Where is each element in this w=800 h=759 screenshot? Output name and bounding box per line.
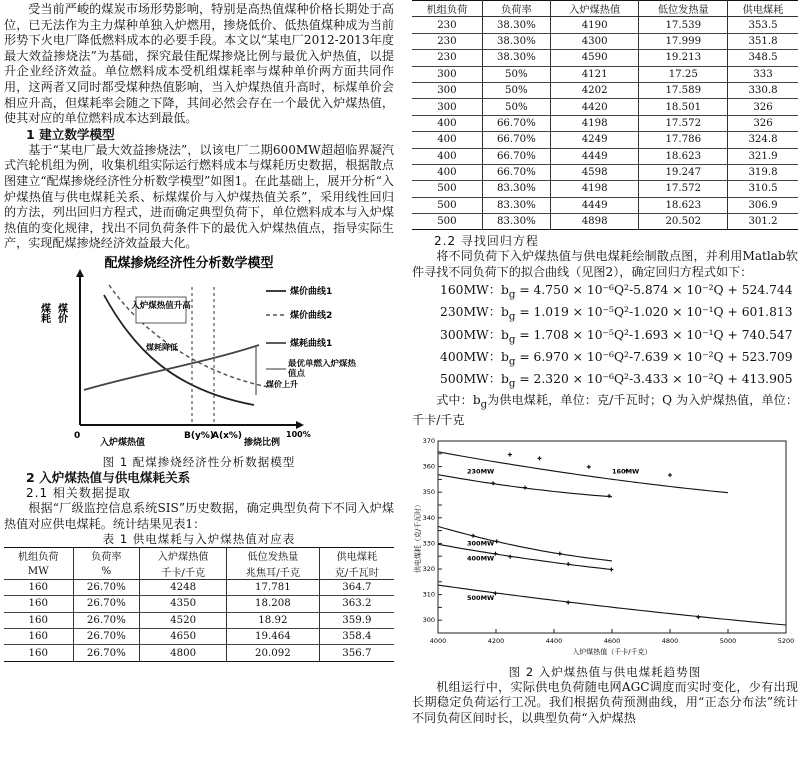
table-2-header-cell: 供电煤耗 <box>728 1 798 17</box>
table-cell: 4198 <box>550 181 639 197</box>
table-1-unit-cell: 兆焦耳/千克 <box>227 563 320 579</box>
fig1-heat-up-label: 入炉煤热值升高 <box>131 300 191 311</box>
table-cell: 356.7 <box>319 645 394 661</box>
equation-400 <box>412 348 798 370</box>
table-cell: 351.8 <box>728 33 798 49</box>
table-1 <box>4 547 394 662</box>
section-2-2-closing-paragraph: 机组运行中，实际供电负荷随电网AGC调度而实时变化，少有出现长期稳定负荷运行工况。我们根据负荷预测曲线，用“正态分布法”统计不同负荷区间时长，以典型负荷“入炉煤热 <box>412 679 798 725</box>
table-1-unit-cell: 克/千瓦时 <box>319 563 394 579</box>
fig2-y-tick-label: 320 <box>422 564 435 573</box>
table-cell: 4198 <box>550 115 639 131</box>
table-1-body <box>4 579 394 661</box>
table-cell: 319.8 <box>728 164 798 180</box>
table-2-header-cell: 低位发热量 <box>639 1 728 17</box>
table-cell: 26.70% <box>73 579 140 595</box>
equation-legend-body: 为供电煤耗，单位：克/千瓦时；Q 为入炉煤热值，单位：千卡/千克 <box>412 392 798 427</box>
equation-400-body: = 6.970 × 10⁻⁶Q²-7.639 × 10⁻²Q + 523.709 <box>515 350 793 365</box>
table-cell: 4449 <box>550 197 639 213</box>
table-1-continued <box>412 0 798 230</box>
table-cell: 230 <box>412 50 482 66</box>
table-2-body <box>412 17 798 230</box>
equation-230-label: 230MW：b <box>440 305 509 320</box>
table-cell: 358.4 <box>319 629 394 645</box>
table-cell: 4598 <box>550 164 639 180</box>
fig1-x-right-label: 掺烧比例 <box>244 437 281 448</box>
table-cell: 17.589 <box>639 82 728 98</box>
table-row <box>412 99 798 115</box>
table-cell: 17.781 <box>227 579 320 595</box>
table-cell: 160 <box>4 579 73 595</box>
table-row <box>412 115 798 131</box>
table-1-header-row <box>4 548 394 564</box>
table-cell: 160 <box>4 596 73 612</box>
table-cell: 17.572 <box>639 115 728 131</box>
figure-1-title: 配煤掺烧经济性分析数学模型 <box>104 255 274 271</box>
figure-2 <box>412 433 798 665</box>
table-1-caption: 表 1 供电煤耗与入炉煤热值对应表 <box>102 532 296 547</box>
table-cell: 306.9 <box>728 197 798 213</box>
section-2-2-heading: 2.2 寻找回归方程 <box>434 234 539 249</box>
table-cell: 230 <box>412 17 482 33</box>
equation-500-sub: g <box>508 377 516 390</box>
fig2-x-tick-label: 5000 <box>719 636 737 645</box>
left-column <box>4 0 394 662</box>
table-cell: 4520 <box>140 612 227 628</box>
equation-160 <box>412 281 798 303</box>
table-cell: 20.092 <box>227 645 320 661</box>
table-cell: 4898 <box>550 214 639 230</box>
table-cell: 66.70% <box>482 115 550 131</box>
equation-230 <box>412 303 798 325</box>
table-cell: 18.501 <box>639 99 728 115</box>
table-row <box>4 579 394 595</box>
figure-1-svg <box>4 255 394 455</box>
table-1-header-cell: 负荷率 <box>73 548 140 564</box>
fig2-y-tick-label: 370 <box>422 436 435 445</box>
table-2-header-cell: 入炉煤热值 <box>550 1 639 17</box>
section-2-2-paragraph: 将不同负荷下入炉煤热值与供电煤耗绘制散点图，并利用Matlab软件寻找不同负荷下的拟合曲线（见图2），确定回归方程式如下： <box>412 249 798 280</box>
table-row <box>4 629 394 645</box>
table-cell: 4202 <box>550 82 639 98</box>
table-cell: 4800 <box>140 645 227 661</box>
table-cell: 66.70% <box>482 148 550 164</box>
fig2-y-tick-label: 350 <box>422 487 435 496</box>
equation-legend-prefix: 式中：b <box>436 392 481 407</box>
table-cell: 4420 <box>550 99 639 115</box>
table-cell: 66.70% <box>482 132 550 148</box>
table-cell: 17.539 <box>639 17 728 33</box>
fig2-x-tick-label: 4200 <box>487 636 505 645</box>
table-row <box>4 645 394 661</box>
table-cell: 20.502 <box>639 214 728 230</box>
fig2-x-tick-label: 4600 <box>603 636 621 645</box>
fig1-legend-1: 煤价曲线1 <box>290 286 333 297</box>
table-row <box>412 33 798 49</box>
table-cell: 18.92 <box>227 612 320 628</box>
table-cell: 4248 <box>140 579 227 595</box>
fig2-series-label: 500MW <box>467 593 495 602</box>
table-cell: 230 <box>412 33 482 49</box>
section-1-heading: 1 建立数学模型 <box>26 126 115 142</box>
fig2-x-tick-label: 4400 <box>545 636 563 645</box>
table-1-header-cell: 入炉煤热值 <box>140 548 227 564</box>
table-cell: 4300 <box>550 33 639 49</box>
figure-2-chart <box>412 433 798 665</box>
table-cell: 4121 <box>550 66 639 82</box>
fig2-x-tick-label: 5200 <box>777 636 795 645</box>
table-cell: 400 <box>412 164 482 180</box>
equation-300 <box>412 326 798 348</box>
equation-500-body: = 2.320 × 10⁻⁶Q²-3.433 × 10⁻²Q + 413.905 <box>515 372 793 387</box>
table-1-unit-cell: 千卡/千克 <box>140 563 227 579</box>
table-cell: 38.30% <box>482 17 550 33</box>
section-2-heading: 2 入炉煤热值与供电煤耗关系 <box>26 469 191 485</box>
table-cell: 17.572 <box>639 181 728 197</box>
fig2-y-tick-label: 360 <box>422 462 435 471</box>
table-cell: 160 <box>4 612 73 628</box>
fig1-x-a-label: A(x%) <box>212 430 243 441</box>
table-cell: 17.25 <box>639 66 728 82</box>
table-cell: 50% <box>482 66 550 82</box>
table-cell: 500 <box>412 197 482 213</box>
table-cell: 4350 <box>140 596 227 612</box>
table-cell: 18.208 <box>227 596 320 612</box>
fig2-y-tick-label: 300 <box>422 615 435 624</box>
fig1-x-left-label: 入炉煤热值 <box>100 437 146 448</box>
section-1-paragraph: 基于“某电厂最大效益掺烧法”，以该电厂二期600MW超超临界凝汽式汽轮机组为例，收集机组实际运行燃料成本与煤耗历史数据，根据散点图建立“配煤掺烧经济性分析数学模型”如图1。在此基础上，展开分析“入炉煤热值与供电煤耗关系、标煤煤价与入炉煤热值关系”，采用线性回归的方法，列出回归方程式，进而确定典型负荷下，单位燃料成本与入炉煤热值的变化规律，找出不同负荷条件下的最优入炉煤热值点，指导实际生产，实现配煤掺烧经济效益最大化。 <box>4 142 394 251</box>
fig1-ylabel-coal: 煤耗 <box>38 302 50 323</box>
table-cell: 330.8 <box>728 82 798 98</box>
section-2-1-heading: 2.1 相关数据提取 <box>26 485 131 500</box>
equation-500 <box>412 370 798 392</box>
table-cell: 363.2 <box>319 596 394 612</box>
table-cell: 18.623 <box>639 197 728 213</box>
table-row <box>4 612 394 628</box>
table-cell: 326 <box>728 99 798 115</box>
table-cell: 301.2 <box>728 214 798 230</box>
equation-160-sub: g <box>508 288 516 301</box>
table-cell: 66.70% <box>482 164 550 180</box>
fig1-y-arrow <box>76 269 84 277</box>
fig1-coal-drop-label: 煤耗降低 <box>146 342 178 352</box>
fig2-x-tick-label: 4000 <box>429 636 447 645</box>
equation-400-label: 400MW：b <box>440 350 509 365</box>
table-row <box>412 50 798 66</box>
equation-160-label: 160MW：b <box>440 282 509 297</box>
fig2-series-label: 300MW <box>467 538 495 547</box>
table-cell: 160 <box>4 629 73 645</box>
table-cell: 326 <box>728 115 798 131</box>
table-2-header-cell: 负荷率 <box>482 1 550 17</box>
equation-legend <box>412 393 798 429</box>
table-cell: 4650 <box>140 629 227 645</box>
fig1-ylabel-price: 煤价 <box>55 302 67 323</box>
table-cell: 4590 <box>550 50 639 66</box>
fig2-series-label: 160MW <box>612 466 640 475</box>
table-row <box>412 197 798 213</box>
table-cell: 17.786 <box>639 132 728 148</box>
table-row <box>412 66 798 82</box>
fig1-legend-2: 煤价曲线2 <box>290 310 333 321</box>
table-cell: 26.70% <box>73 596 140 612</box>
fig2-y-tick-label: 310 <box>422 590 435 599</box>
table-cell: 26.70% <box>73 629 140 645</box>
fig1-x-arrow <box>296 421 304 429</box>
table-cell: 19.464 <box>227 629 320 645</box>
fig1-optimal-box <box>288 359 364 389</box>
table-1-unit-cell: MW <box>4 563 73 579</box>
table-cell: 400 <box>412 132 482 148</box>
table-cell: 38.30% <box>482 33 550 49</box>
table-cell: 160 <box>4 645 73 661</box>
fig2-y-tick-label: 340 <box>422 513 435 522</box>
table-cell: 400 <box>412 115 482 131</box>
table-cell: 353.5 <box>728 17 798 33</box>
fig1-x-b-label: B(y%) <box>184 430 214 441</box>
table-cell: 83.30% <box>482 181 550 197</box>
table-cell: 359.9 <box>319 612 394 628</box>
table-row <box>412 164 798 180</box>
fig2-series-label: 230MW <box>467 467 495 476</box>
table-1-unit-row <box>4 563 394 579</box>
fig2-x-tick-label: 4800 <box>661 636 679 645</box>
equation-legend-sub: g <box>480 399 488 411</box>
table-cell: 500 <box>412 181 482 197</box>
fig2-series-label: 400MW <box>467 553 495 562</box>
table-2-header-cell: 机组负荷 <box>412 1 482 17</box>
table-cell: 348.5 <box>728 50 798 66</box>
fig1-x-100-label: 100% <box>286 429 311 439</box>
fig1-price-up-label: 煤价上升 <box>266 379 298 389</box>
equation-300-sub: g <box>508 333 516 346</box>
table-row <box>412 181 798 197</box>
table-cell: 364.7 <box>319 579 394 595</box>
figure-2-caption: 图 2 入炉煤热值与供电煤耗趋势图 <box>508 664 702 679</box>
table-1-header-cell: 低位发热量 <box>227 548 320 564</box>
fig2-y-axis-label: 供电煤耗（克/千瓦时） <box>414 500 422 573</box>
equation-230-sub: g <box>508 310 516 323</box>
equation-400-sub: g <box>508 355 516 368</box>
table-cell: 500 <box>412 214 482 230</box>
table-cell: 4249 <box>550 132 639 148</box>
table-row <box>412 82 798 98</box>
figure-1-caption: 图 1 配煤掺烧经济性分析数据模型 <box>102 454 296 469</box>
table-cell: 300 <box>412 82 482 98</box>
equation-500-label: 500MW：b <box>440 372 509 387</box>
table-1-header-cell: 供电煤耗 <box>319 548 394 564</box>
fig2-x-axis-label: 入炉煤热值（千卡/千克） <box>572 647 652 656</box>
table-1-unit-cell: % <box>73 563 140 579</box>
table-row <box>412 17 798 33</box>
table-cell: 324.8 <box>728 132 798 148</box>
table-cell: 83.30% <box>482 197 550 213</box>
table-row <box>4 596 394 612</box>
right-column <box>412 0 798 726</box>
fig1-optimal-label: 最优单燃入炉煤热值点 <box>288 358 357 379</box>
table-row <box>412 132 798 148</box>
table-cell: 333 <box>728 66 798 82</box>
table-cell: 400 <box>412 148 482 164</box>
table-cell: 300 <box>412 66 482 82</box>
table-row <box>412 214 798 230</box>
equation-230-body: = 1.019 × 10⁻⁵Q²-1.020 × 10⁻¹Q + 601.813 <box>515 305 793 320</box>
table-cell: 50% <box>482 82 550 98</box>
fig2-y-tick-label: 330 <box>422 538 435 547</box>
table-cell: 83.30% <box>482 214 550 230</box>
table-2-header-row <box>412 1 798 17</box>
table-cell: 50% <box>482 99 550 115</box>
section-2-1-paragraph: 根据“厂级监控信息系统SIS”历史数据，确定典型负荷下不同入炉煤热值对应供电煤耗。统计结果见表1： <box>4 500 394 531</box>
table-cell: 300 <box>412 99 482 115</box>
figure-1 <box>4 255 394 455</box>
equation-300-label: 300MW：b <box>440 327 509 342</box>
equation-300-body: = 1.708 × 10⁻⁵Q²-1.693 × 10⁻¹Q + 740.547 <box>515 327 793 342</box>
table-cell: 4449 <box>550 148 639 164</box>
table-cell: 4190 <box>550 17 639 33</box>
table-cell: 26.70% <box>73 645 140 661</box>
table-row <box>412 148 798 164</box>
table-cell: 18.623 <box>639 148 728 164</box>
equation-160-body: = 4.750 × 10⁻⁶Q²-5.874 × 10⁻²Q + 524.744 <box>515 282 793 297</box>
table-cell: 19.247 <box>639 164 728 180</box>
table-cell: 17.999 <box>639 33 728 49</box>
table-cell: 26.70% <box>73 612 140 628</box>
intro-paragraph: 受当前严峻的煤炭市场形势影响，特别是高热值煤种价格长期处于高位，已无法作为主力煤种单独入炉燃用，掺烧低价、低热值煤种成为当前形势下火电厂降低燃料成本的必要手段。本文以“某电厂2012-2013年度最大效益掺烧法”为基础，探究最佳配煤掺烧比例与最优入炉热值，以提升企业经济效益。单位燃料成本受机组煤耗率与煤种单价两方面共同作用，这两者又同时都受煤种热值影响，当入炉煤热值升高时，标煤单价会相应升高，但煤耗率会随之下降，其间必然会存在一个最优入炉煤热值，使其对应的单位燃料成本达到最低。 <box>4 2 394 126</box>
fig1-x-origin: 0 <box>74 430 81 441</box>
table-cell: 321.9 <box>728 148 798 164</box>
fig1-legend-3: 煤耗曲线1 <box>290 338 333 349</box>
table-1-header-cell: 机组负荷 <box>4 548 73 564</box>
table-cell: 38.30% <box>482 50 550 66</box>
table-cell: 19.213 <box>639 50 728 66</box>
table-cell: 310.5 <box>728 181 798 197</box>
